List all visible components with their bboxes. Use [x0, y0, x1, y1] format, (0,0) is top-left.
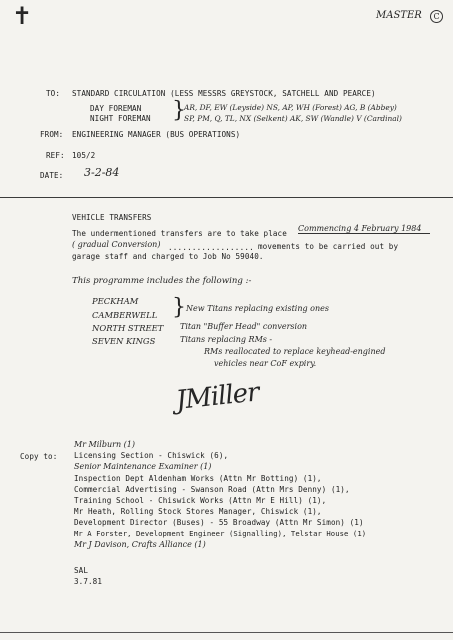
- para-line-2-text: movements to be carried out by: [258, 242, 399, 251]
- copy-line: Commercial Advertising - Swanson Road (Attn Mrs Denny) (1),: [74, 485, 350, 494]
- ref-value: 105/2: [72, 151, 96, 160]
- cross-mark: ✝: [12, 2, 33, 30]
- date-value: 3-2-84: [84, 166, 120, 179]
- garage-codes-line-2: SP, PM, Q, TL, NX (Selkent) AK, SW (Wandle) V (Cardinal): [184, 114, 402, 123]
- copy-line: Mr A Forster, Development Engineer (Signalling), Telstar House (1): [74, 529, 367, 538]
- garages-brace: }: [172, 295, 186, 320]
- copy-line: Mr Heath, Rolling Stock Stores Manager, Chiswick (1),: [74, 507, 322, 516]
- note-replacing-rms: Titans replacing RMs -: [180, 335, 273, 344]
- copy-line: Licensing Section - Chiswick (6),: [74, 451, 229, 460]
- signature: JMiller: [174, 377, 260, 416]
- from-value: ENGINEERING MANAGER (BUS OPERATIONS): [72, 130, 241, 139]
- day-foreman: DAY FOREMAN: [90, 104, 142, 113]
- copy-line: Inspection Dept Aldenham Works (Attn Mr Botting) (1),: [74, 474, 322, 483]
- garage-seven-kings: SEVEN KINGS: [92, 336, 156, 346]
- footer-initials: SAL: [74, 566, 89, 575]
- foreman-brace: }: [172, 98, 186, 123]
- garage-codes-line-1: AR, DF, EW (Leyside) NS, AP, WH (Forest) AG, B (Abbey): [184, 103, 397, 112]
- to-value: STANDARD CIRCULATION (LESS MESSRS GREYSTOCK, SATCHELL AND PEARCE): [72, 89, 376, 98]
- copy-line: Mr J Davison, Crafts Alliance (1): [74, 540, 206, 549]
- footer-form-date: 3.7.81: [74, 577, 103, 586]
- garage-north-street: NORTH STREET: [92, 323, 164, 333]
- subject-heading: VEHICLE TRANSFERS: [72, 213, 152, 222]
- master-label: MASTER: [376, 10, 422, 21]
- para-line-3-text: garage staff and charged to Job No 59040.: [72, 252, 264, 261]
- commencing-date: Commencing 4 February 1984: [298, 224, 430, 234]
- bottom-edge-line: [0, 632, 453, 633]
- copy-line: Training School - Chiswick Works (Attn Mr E Hill) (1),: [74, 496, 327, 505]
- from-label: FROM:: [40, 130, 64, 139]
- dotted-leader: ..................: [168, 243, 254, 252]
- circled-c-mark: C: [430, 10, 443, 23]
- header-divider: [0, 197, 453, 198]
- programme-intro: This programme includes the following :-: [72, 276, 252, 286]
- date-label: DATE:: [40, 171, 64, 180]
- to-label: TO:: [46, 89, 61, 98]
- note-new-titans: New Titans replacing existing ones: [186, 304, 329, 313]
- note-reallocated-1: RMs reallocated to replace keyhead-engined: [204, 347, 386, 356]
- garage-camberwell: CAMBERWELL: [92, 310, 158, 320]
- copy-to-label: Copy to:: [20, 452, 58, 461]
- para-line-1-text: The undermentioned transfers are to take place: [72, 229, 287, 238]
- copy-line: Mr Milburn (1): [74, 440, 135, 449]
- garage-peckham: PECKHAM: [92, 296, 139, 306]
- copy-line: Senior Maintenance Examiner (1): [74, 462, 212, 471]
- copy-line: Development Director (Buses) - 55 Broadway (Attn Mr Simon) (1): [74, 518, 364, 527]
- gradual-conversion-note: ( gradual Conversion): [72, 240, 161, 249]
- note-reallocated-2: vehicles near CoF expiry.: [214, 359, 317, 368]
- night-foreman: NIGHT FOREMAN: [90, 114, 151, 123]
- note-buffer-head: Titan "Buffer Head" conversion: [180, 322, 308, 331]
- ref-label: REF:: [46, 151, 65, 160]
